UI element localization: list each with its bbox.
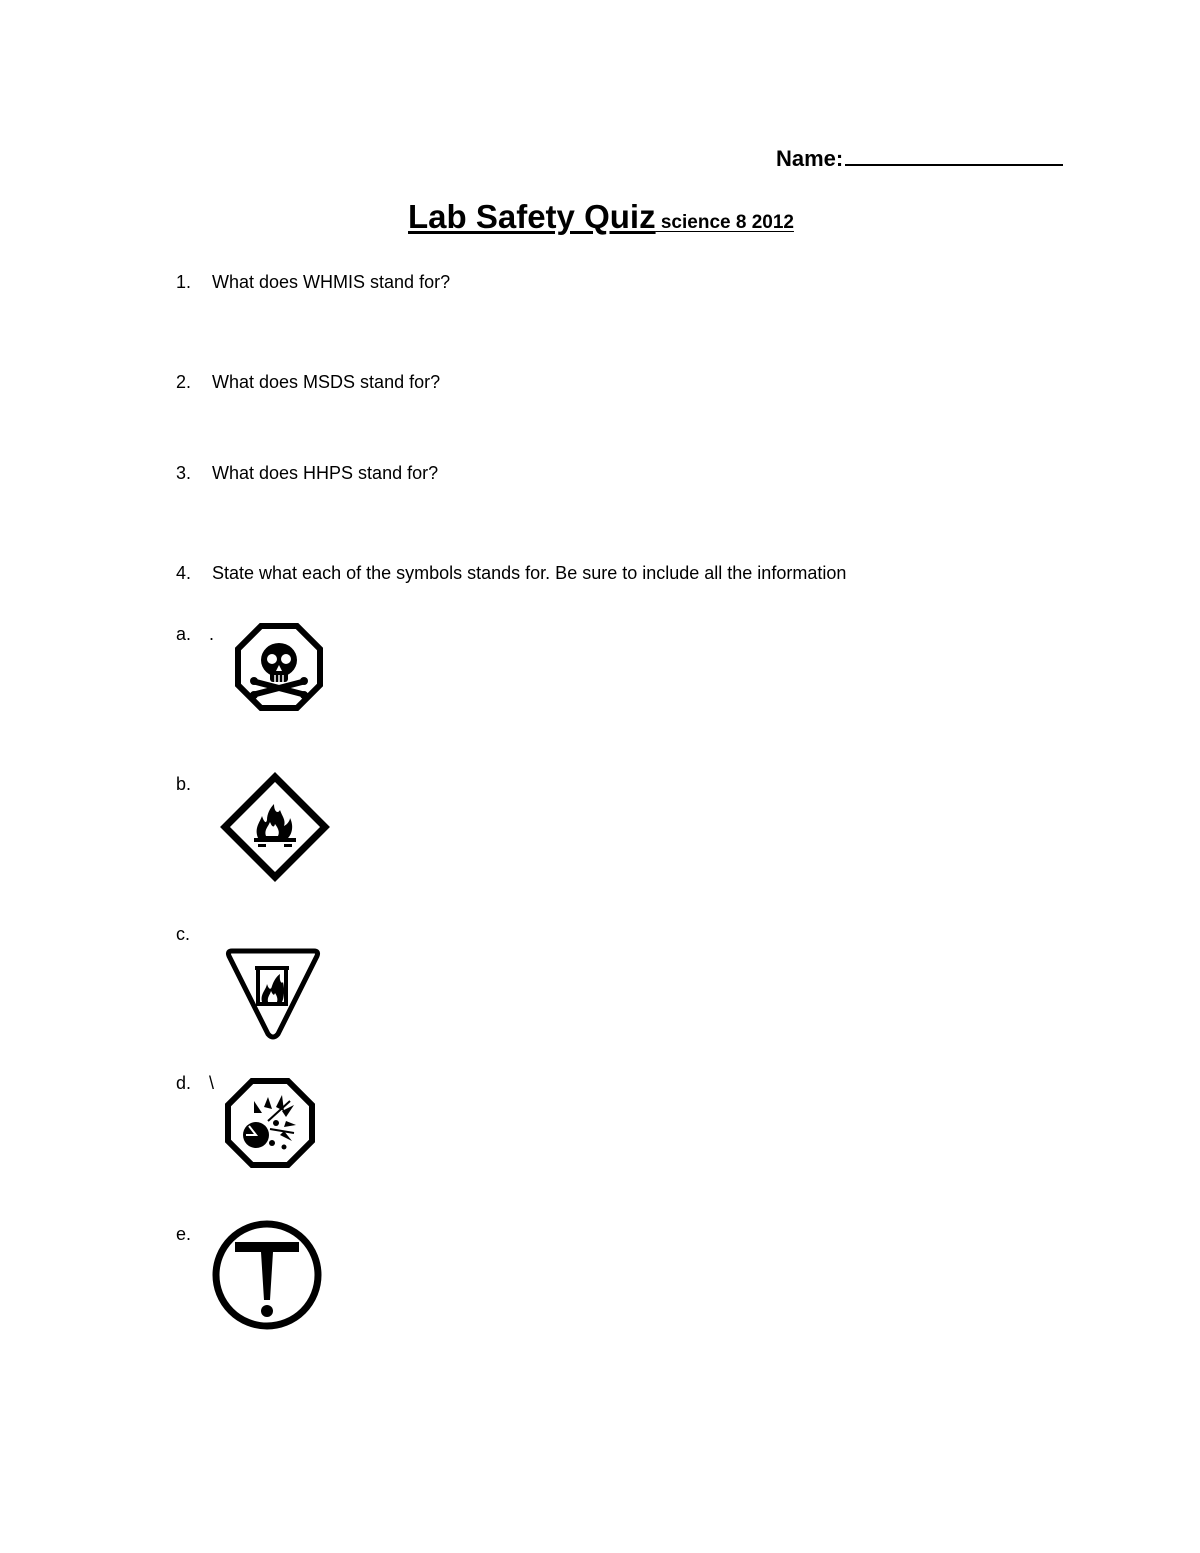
symbol-letter: b.: [176, 774, 192, 794]
poison-skull-octagon-icon: [234, 622, 324, 712]
toxic-t-circle-icon: [210, 1218, 324, 1332]
question-number: 3.: [176, 463, 192, 483]
symbol-letter: c.: [176, 924, 191, 944]
symbol-label-e: [176, 1224, 209, 1245]
question-4: [176, 563, 846, 584]
name-blank-line[interactable]: [845, 142, 1063, 166]
page-title: [0, 198, 1200, 236]
name-field: [776, 142, 1063, 172]
question-text: What does WHMIS stand for?: [212, 272, 451, 292]
question-number: 4.: [176, 563, 192, 583]
question-1: [176, 272, 450, 293]
symbol-label-b: [176, 774, 209, 795]
flammable-triangle-icon: [222, 946, 324, 1042]
symbol-extra-mark: .: [209, 624, 215, 644]
symbol-letter: a.: [176, 624, 192, 644]
symbol-letter: e.: [176, 1224, 192, 1244]
symbol-letter: d.: [176, 1073, 192, 1093]
symbol-label-c: [176, 924, 208, 945]
question-number: 2.: [176, 372, 192, 392]
question-3: [176, 463, 438, 484]
flammable-diamond-icon: [220, 772, 330, 882]
symbol-label-a: [176, 624, 214, 645]
title-main: Lab Safety Quiz: [408, 198, 656, 235]
explosive-octagon-icon: [224, 1077, 316, 1169]
symbol-extra-mark: \: [209, 1073, 215, 1093]
question-text: What does HHPS stand for?: [212, 463, 439, 483]
question-text: State what each of the symbols stands for. Be sure to include all the information: [212, 563, 847, 583]
name-label: Name:: [776, 146, 844, 171]
question-number: 1.: [176, 272, 192, 292]
title-subtitle: science 8 2012: [655, 212, 794, 233]
question-2: [176, 372, 440, 393]
symbol-label-d: [176, 1073, 214, 1094]
question-text: What does MSDS stand for?: [212, 372, 441, 392]
